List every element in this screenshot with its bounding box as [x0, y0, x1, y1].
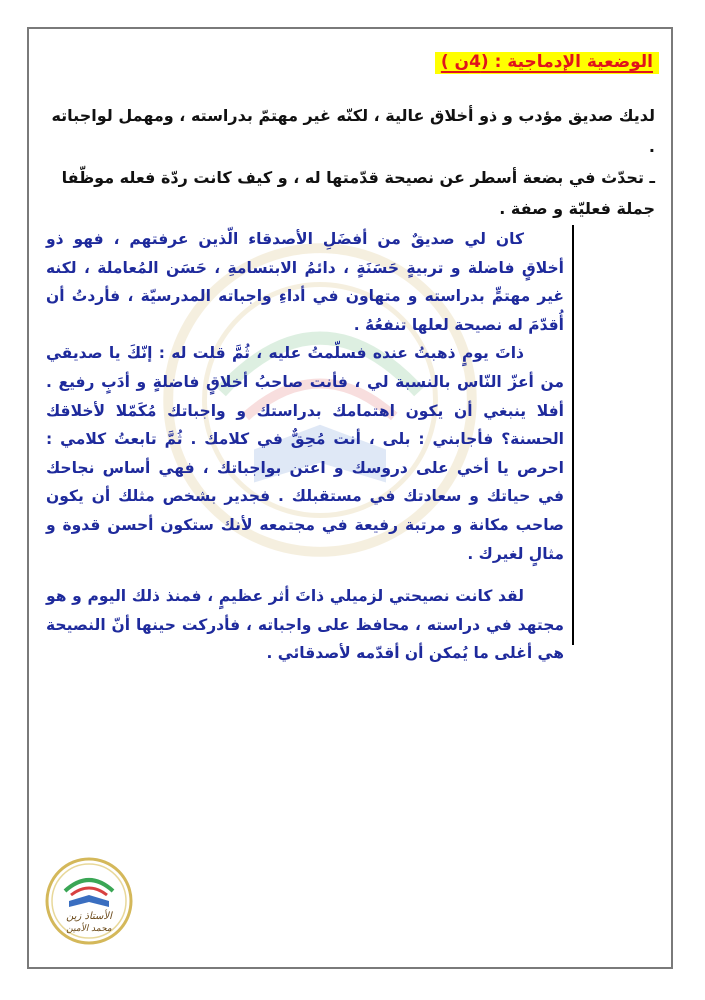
answer-paragraph-2: ذاتَ يومٍ ذهبتُ عنده فسلّمتُ عليه ، ثُمَّ قلت له : إنّكَ يا صديقي من أعزّ النّاس بالنسبة لي ، فأنت صاحبُ أخلاقٍ فاضلةٍ و أدَبٍ رفيع . أفلا ينبغي أن يكون اهتمامك بدراستك و واجباتك مُكَمّلا لأخلاقك الحسنة؟ فأجابني : بلى ، أنت مُحِقٌّ في كلامك . ثُمَّ تابعتُ كلامي : احرص يا أخي على دروسك و اعتن بواجباتك ، فهي أساس نجاحك في حياتك و سعادتك في مستقبلك . فجدير بشخص مثلك أن يكون صاحب مكانة و مرتبة رفيعة في مجتمعه لأنك ستكون أحسن قدوة و مثالٍ لغيرك .: [46, 344, 564, 563]
answer-paragraph-1: كان لي صديقٌ من أفضَلِ الأصدقاء الّذين عرفتهم ، فهو ذو أخلاقٍ فاضلة و تربيةٍ حَسَنَةٍ ، دائمُ الابتسامةِ ، حَسَن المُعاملة ، لكنه غير مهتمٍّ بدراسته و متهاون في أداءِ واجباته المدرسيّة ، فأردتُ أن أُقدّمَ له نصيحة لعلها تنفعُهُ .: [46, 230, 564, 334]
task-instructions: [46, 100, 655, 224]
answer-paragraph-3: لقد كانت نصيحتي لزميلي ذاتَ أثر عظيمٍ ، فمنذ ذلك اليوم و هو مجتهد في دراسته ، محافظ على واجباته ، فأدركت حينها أنّ النصيحة هي أغلى ما يُمكن أن أقدّمه لأصدقائي .: [46, 587, 564, 663]
answer-text: [46, 225, 574, 663]
logo-line-2: محمد الأمين: [66, 924, 112, 934]
task-line-1: لديك صديق مؤدب و ذو أخلاق عالية ، لكنّه غير مهتمّ بدراسته ، ومهمل لواجباته .: [51, 106, 655, 156]
task-line-2: ـ تحدّث في بضعة أسطر عن نصيحة قدّمتها له ، و كيف كانت ردّة فعله موظّفا جملة فعليّة و صفة .: [61, 168, 655, 218]
exercise-title-wrap: [435, 52, 659, 74]
logo-line-1: الأستاذ زين: [66, 911, 112, 922]
exercise-title: الوضعية الإدماجية : (4ن ): [435, 52, 659, 74]
author-logo: [45, 857, 133, 945]
